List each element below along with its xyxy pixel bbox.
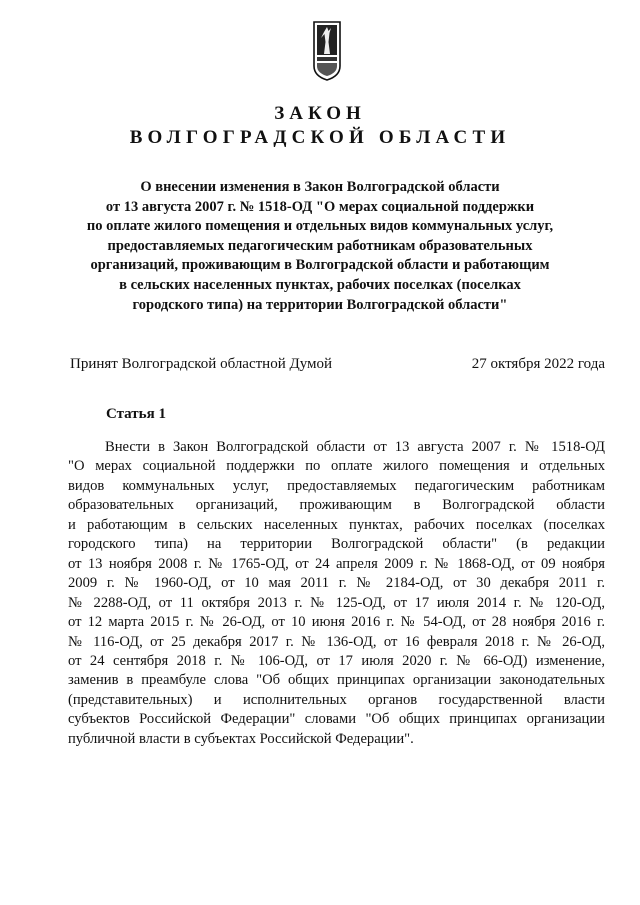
body-line: публичной власти в субъектах Российской Федерации". bbox=[68, 730, 414, 747]
subject-line: по оплате жилого помещения и отдельных видов коммунальных услуг, bbox=[86, 218, 554, 235]
article-heading: Статья 1 bbox=[106, 406, 166, 422]
body-line: видов коммунальных услуг, предоставляемых педагогическим работникам bbox=[68, 477, 605, 494]
region-title: ВОЛГОГРАДСКОЙ ОБЛАСТИ bbox=[129, 127, 511, 148]
subject-line: предоставляемых педагогическим работникам образовательных bbox=[107, 237, 533, 254]
law-subject-heading bbox=[70, 178, 570, 315]
subject-line: от 13 августа 2007 г. № 1518-ОД "О мерах социальной поддержки bbox=[105, 198, 535, 215]
subject-line: городского типа) на территории Волгоградской области" bbox=[132, 296, 508, 313]
body-line: № 116-ОД, от 25 декабря 2017 г. № 136-ОД, от 16 февраля 2018 г. № 26-ОД, bbox=[68, 633, 605, 650]
document-type-title: ЗАКОН bbox=[274, 103, 366, 124]
body-line: заменив в преамбуле слова "Об общих принципах организации законодательных bbox=[68, 672, 605, 689]
body-line: образовательных организаций, проживающим в Волгоградской области bbox=[68, 497, 605, 514]
body-line: от 12 марта 2015 г. № 26-ОД, от 10 июня 2016 г. № 54-ОД, от 28 ноября 2016 г. bbox=[68, 614, 605, 631]
body-line: (представительных) и исполнительных органов государственной власти bbox=[68, 691, 605, 708]
body-line: "О мерах социальной поддержки по оплате жилого помещения и отдельных bbox=[68, 458, 605, 475]
body-line: от 13 ноября 2008 г. № 1765-ОД, от 24 апреля 2009 г. № 1868-ОД, от 09 ноября bbox=[68, 555, 605, 572]
body-line: 2009 г. № 1960-ОД, от 10 мая 2011 г. № 2184-ОД, от 30 декабря 2011 г. bbox=[68, 575, 605, 592]
adopted-by-text: Принят Волгоградской областной Думой bbox=[70, 356, 333, 372]
body-line: от 24 сентября 2018 г. № 106-ОД, от 17 июля 2020 г. № 66-ОД) изменение, bbox=[68, 652, 605, 669]
body-line: № 2288-ОД, от 11 октября 2013 г. № 125-ОД, от 17 июля 2014 г. № 120-ОД, bbox=[68, 594, 605, 611]
body-line: Внести в Закон Волгоградской области от 13 августа 2007 г. № 1518-ОД bbox=[105, 439, 605, 455]
body-line: и работающим в сельских населенных пунктах, рабочих поселках (поселках bbox=[68, 516, 605, 533]
body-line: городского типа) на территории Волгоградской области" (в редакции bbox=[68, 536, 605, 553]
adoption-date: 27 октября 2022 года bbox=[471, 356, 605, 372]
subject-line: О внесении изменения в Закон Волгоградской области bbox=[140, 179, 500, 195]
body-line: субъектов Российской Федерации" словами "Об общих принципах организации bbox=[68, 711, 605, 728]
subject-line: в сельских населенных пунктах, рабочих поселках (поселках bbox=[119, 276, 521, 293]
article-body bbox=[68, 438, 605, 749]
coat-of-arms-emblem bbox=[312, 20, 342, 82]
subject-line: организаций, проживающим в Волгоградской области и работающим bbox=[90, 257, 550, 274]
